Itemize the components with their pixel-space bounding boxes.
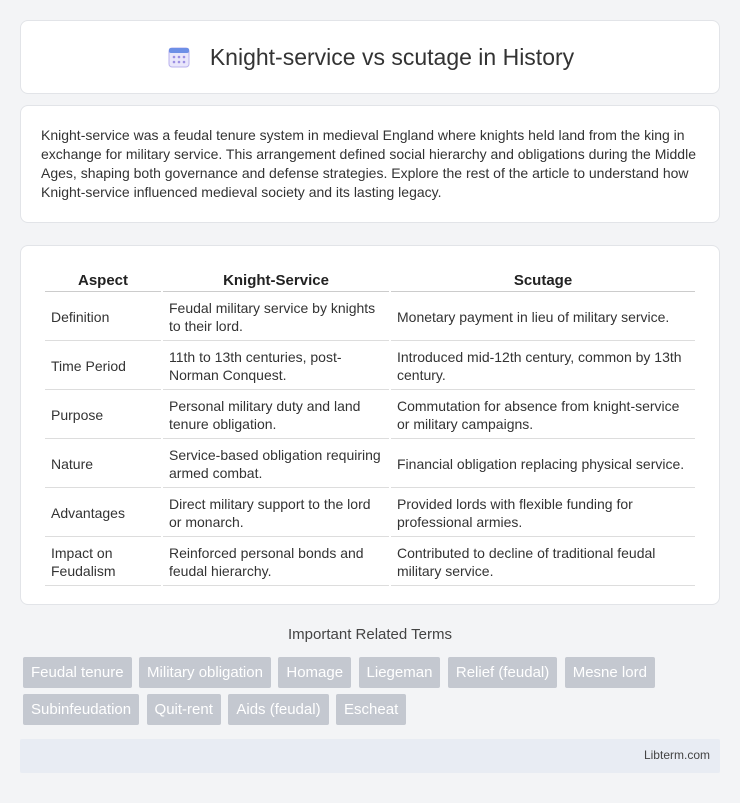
aspect-cell: Purpose [45,392,161,439]
knight-service-cell: Service-based obligation requiring armed combat. [163,441,389,488]
intro-card [20,105,720,223]
comparison-table-card [20,245,720,605]
column-header: Scutage [391,268,695,292]
term-tag[interactable]: Quit-rent [147,694,221,725]
scutage-cell: Provided lords with flexible funding for professional armies. [391,490,695,537]
related-terms-heading: Important Related Terms [288,626,452,643]
title-card [20,20,720,94]
comparison-table [43,266,697,588]
term-tag[interactable]: Aids (feudal) [228,694,328,725]
term-tag[interactable]: Mesne lord [565,657,655,688]
table-row [45,490,695,537]
table-row [45,343,695,390]
knight-service-cell: Direct military support to the lord or monarch. [163,490,389,537]
term-tag[interactable]: Homage [278,657,351,688]
table-header-row [45,268,695,292]
term-tag[interactable]: Feudal tenure [23,657,132,688]
page-title: Knight-service vs scutage in History [209,43,575,70]
aspect-cell: Nature [45,441,161,488]
term-tag[interactable]: Military obligation [139,657,271,688]
knight-service-cell: Personal military duty and land tenure obligation. [163,392,389,439]
scutage-cell: Commutation for absence from knight-service or military campaigns. [391,392,695,439]
table-row [45,539,695,586]
footer [20,739,720,773]
scutage-cell: Contributed to decline of traditional feudal military service. [391,539,695,586]
aspect-cell: Advantages [45,490,161,537]
aspect-cell: Definition [45,294,161,341]
term-tag[interactable]: Escheat [336,694,406,725]
knight-service-cell: Feudal military service by knights to their lord. [163,294,389,341]
table-row [45,294,695,341]
table-row [45,392,695,439]
scutage-cell: Financial obligation replacing physical service. [391,441,695,488]
knight-service-cell: Reinforced personal bonds and feudal hierarchy. [163,539,389,586]
related-terms-list [23,657,723,731]
calendar-icon [166,44,192,70]
table-row [45,441,695,488]
scutage-cell: Monetary payment in lieu of military service. [391,294,695,341]
column-header: Aspect [45,268,161,292]
knight-service-cell: 11th to 13th centuries, post-Norman Conquest. [163,343,389,390]
term-tag[interactable]: Subinfeudation [23,694,139,725]
aspect-cell: Time Period [45,343,161,390]
term-tag[interactable]: Relief (feudal) [448,657,557,688]
column-header: Knight-Service [163,268,389,292]
intro-text: Knight-service was a feudal tenure system in medieval England where knights held land from the king in exchange for military service. This arrangement defined social hierarchy and obligations during the Middle Ages, shaping both governance and defense strategies. Explore the rest of the article to understand how Knight-service influenced medieval society and its lasting legacy. [41,127,696,200]
term-tag[interactable]: Liegeman [359,657,441,688]
aspect-cell: Impact on Feudalism [45,539,161,586]
footer-site-link[interactable]: Libterm.com [643,748,710,762]
scutage-cell: Introduced mid-12th century, common by 13th century. [391,343,695,390]
